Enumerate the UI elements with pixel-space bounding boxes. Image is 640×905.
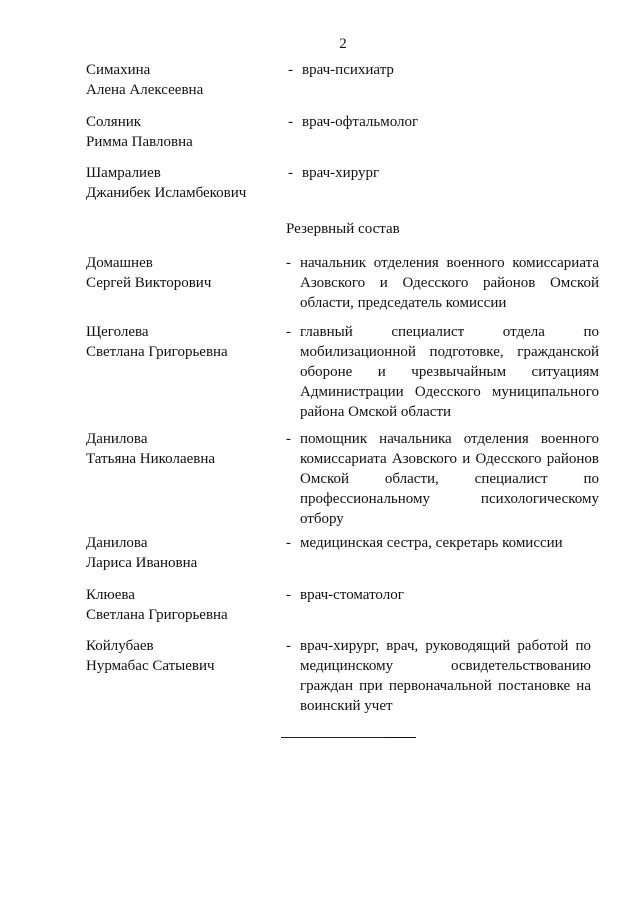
- member-name: [86, 163, 276, 203]
- role-dash: -: [286, 431, 291, 447]
- member-given-name: Алена Алексеевна: [86, 82, 204, 98]
- member-role-text: врач-хирург, врач, руководящий работой по медицинскому освидетельствованию граждан при первоначальной постановке на воинский учет: [300, 638, 591, 714]
- page-number: 2: [339, 36, 347, 52]
- member-role: [286, 429, 599, 529]
- role-dash: -: [286, 535, 291, 551]
- role-dash: -: [286, 324, 291, 340]
- member-role-text: врач-хирург: [302, 165, 380, 181]
- member-given-name: Сергей Викторович: [86, 275, 212, 291]
- member-role-text: медицинская сестра, секретарь комиссии: [300, 535, 563, 551]
- member-surname: Соляник: [86, 114, 142, 130]
- role-dash: -: [288, 165, 293, 181]
- member-role-text: врач-офтальмолог: [302, 114, 419, 130]
- role-dash: -: [286, 638, 291, 654]
- member-name: [86, 585, 276, 625]
- member-name: [86, 533, 276, 573]
- member-role: [288, 112, 601, 132]
- member-surname: Домашнев: [86, 255, 153, 271]
- member-role-text: главный специалист отдела по мобилизационной подготовке, гражданской обороне и чрезвычайным ситуациям Администрации Одесского муниципального района Омской области: [300, 324, 599, 420]
- member-given-name: Джанибек Исламбекович: [86, 185, 247, 201]
- member-given-name: Нурмабас Сатыевич: [86, 658, 215, 674]
- member-surname: Симахина: [86, 62, 151, 78]
- member-surname: Щеголева: [86, 324, 149, 340]
- member-role: [286, 585, 599, 605]
- member-role-text: помощник начальника отделения военного комиссариата Азовского и Одесского районов Омской области, специалист по профессиональному психологическому отбору: [300, 431, 599, 527]
- member-name: [86, 60, 276, 100]
- role-dash: -: [288, 114, 293, 130]
- member-name: [86, 112, 276, 152]
- member-name: [86, 253, 276, 293]
- role-dash: -: [286, 587, 291, 603]
- member-given-name: Татьяна Николаевна: [86, 451, 216, 467]
- reserve-section-title: Резервный состав: [286, 221, 400, 237]
- member-surname: Данилова: [86, 431, 148, 447]
- member-role: [286, 533, 599, 553]
- member-role-text: начальник отделения военного комиссариата Азовского и Одесского районов Омской области, председатель комиссии: [300, 255, 599, 311]
- member-name: [86, 429, 276, 469]
- role-dash: -: [288, 62, 293, 78]
- member-surname: Клюева: [86, 587, 135, 603]
- end-rule-divider: [281, 737, 416, 738]
- member-given-name: Светлана Григорьевна: [86, 344, 228, 360]
- member-surname: Койлубаев: [86, 638, 154, 654]
- member-role: [288, 60, 601, 80]
- member-given-name: Римма Павловна: [86, 134, 193, 150]
- member-surname: Шамралиев: [86, 165, 161, 181]
- role-dash: -: [286, 255, 291, 271]
- member-role: [286, 322, 599, 422]
- member-given-name: Лариса Ивановна: [86, 555, 198, 571]
- member-role-text: врач-стоматолог: [300, 587, 404, 603]
- member-surname: Данилова: [86, 535, 148, 551]
- member-role: [288, 163, 601, 183]
- member-role: [286, 636, 591, 716]
- member-name: [86, 636, 276, 676]
- member-name: [86, 322, 276, 362]
- member-given-name: Светлана Григорьевна: [86, 607, 228, 623]
- member-role: [286, 253, 599, 313]
- member-role-text: врач-психиатр: [302, 62, 394, 78]
